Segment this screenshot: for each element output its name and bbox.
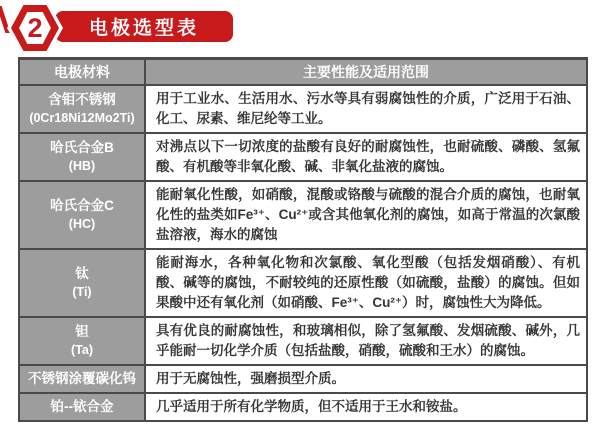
description-cell: 用于无腐蚀性，强磨损型介质。 bbox=[145, 365, 587, 393]
description-cell: 具有优良的耐腐蚀性，和玻璃相似，除了氢氟酸、发烟硫酸、碱外，几乎能耐一切化学介质（包括盐酸，硝酸，硫酸和王水）的腐蚀。 bbox=[145, 317, 587, 365]
table-row bbox=[19, 249, 587, 317]
material-cell bbox=[19, 85, 145, 133]
section-title-banner bbox=[55, 11, 233, 42]
section-title: 电极选型表 bbox=[88, 18, 199, 39]
table-header-row bbox=[19, 59, 587, 85]
section-header bbox=[0, 0, 600, 56]
material-name: 钽 bbox=[75, 323, 89, 339]
material-code: (Ta) bbox=[71, 343, 93, 358]
description-cell: 能耐海水，各种氧化物和次氯酸、氧化型酸（包括发烟硝酸）、有机酸、碱等的腐蚀，不耐较纯的还原性酸（如硫酸，盐酸）的腐蚀。但如果酸中还有氧化剂（如硝酸、Fe³⁺、Cu²⁺）时，腐蚀性大为降低。 bbox=[145, 249, 587, 317]
material-name: 哈氏合金C bbox=[50, 197, 114, 213]
table-row bbox=[19, 317, 587, 365]
material-code: (0Cr18Ni12Mo2Ti) bbox=[29, 111, 135, 126]
material-cell bbox=[19, 133, 145, 181]
material-code: (Ti) bbox=[72, 285, 92, 300]
description-cell: 用于工业水、生活用水、污水等具有弱腐蚀性的介质，广泛用于石油、化工、尿素、维尼纶等工业。 bbox=[145, 85, 587, 133]
material-cell bbox=[19, 249, 145, 317]
table-row bbox=[19, 133, 587, 181]
material-name: 含钼不锈钢 bbox=[48, 91, 116, 107]
material-name: 铂--铱合金 bbox=[50, 398, 114, 414]
table-row bbox=[19, 181, 587, 249]
description-cell: 几乎适用于所有化学物质，但不适用于王水和铵盐。 bbox=[145, 393, 587, 421]
material-name: 钛 bbox=[75, 265, 89, 281]
table-row bbox=[19, 365, 587, 393]
material-cell bbox=[19, 317, 145, 365]
table-row bbox=[19, 85, 587, 133]
material-cell bbox=[19, 365, 145, 393]
material-cell bbox=[19, 181, 145, 249]
material-cell bbox=[19, 393, 145, 421]
description-cell: 对沸点以下一切浓度的盐酸有良好的耐腐蚀性，也耐硫酸、磷酸、氢氟酸、有机酸等非氧化酸、碱、非氧化盐液的腐蚀。 bbox=[145, 133, 587, 181]
section-number: 2 bbox=[27, 12, 43, 43]
table-row bbox=[19, 393, 587, 421]
material-name: 哈氏合金B bbox=[50, 139, 114, 155]
material-code: (HC) bbox=[68, 217, 96, 232]
electrode-selection-table bbox=[18, 57, 588, 422]
column-header-material: 电极材料 bbox=[19, 59, 145, 85]
material-name: 不锈钢涂覆碳化钨 bbox=[28, 370, 136, 386]
column-header-description: 主要性能及适用范围 bbox=[145, 59, 587, 85]
description-cell: 能耐氧化性酸，如硝酸，混酸或铬酸与硫酸的混合介质的腐蚀，也耐氧化性的盐类如Fe³⁺、Cu²⁺或含其他氧化剂的腐蚀，如高于常温的次氯酸盐溶液，海水的腐蚀 bbox=[145, 181, 587, 249]
material-code: (HB) bbox=[68, 159, 96, 174]
